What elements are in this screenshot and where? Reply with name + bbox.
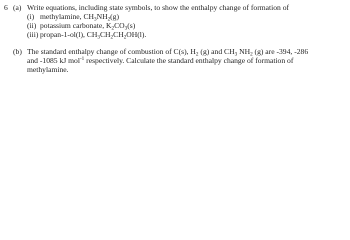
question-page — [0, 0, 350, 86]
part-b-text: (g) and CH — [198, 47, 235, 56]
item-label: (i) — [27, 12, 35, 21]
item-text: OH(l). — [126, 30, 147, 39]
part-b-line-1 — [27, 47, 308, 56]
part-b-line-3 — [27, 65, 69, 74]
item-text: (g) — [110, 12, 120, 21]
part-a-label: (a) — [13, 3, 22, 12]
part-b-text: respectively. Calculate the standard enthalpy change of formation of — [84, 56, 294, 65]
part-b-text: NH — [237, 47, 251, 56]
item-label: (ii) — [27, 21, 37, 30]
question-number: 6 — [4, 3, 8, 12]
item-subscript: 2 — [110, 34, 114, 41]
part-b-text: methylamine. — [27, 65, 69, 74]
part-b-text: and -1085 kJ mol — [27, 56, 80, 65]
part-a-item-iii — [27, 30, 146, 39]
item-subscript: 2 — [111, 25, 115, 32]
item-text: CO — [114, 21, 125, 30]
part-a-item-ii — [27, 21, 135, 30]
item-text: CH — [113, 30, 124, 39]
item-text: (s) — [127, 21, 136, 30]
item-subscript: 2 — [123, 34, 127, 41]
item-text: propan-1-ol(l), CH — [40, 30, 98, 39]
part-b-subscript: 2 — [250, 51, 253, 58]
part-b-line-2 — [27, 56, 293, 65]
part-b-text: (g) are -394, -286 — [252, 47, 309, 56]
item-text: potassium carbonate, K — [40, 21, 112, 30]
part-b-superscript: -1 — [79, 56, 85, 62]
item-text: NH — [96, 12, 108, 21]
item-subscript: 3 — [124, 25, 128, 32]
part-b-subscript: 2 — [195, 51, 199, 58]
part-b-text: The standard enthalpy change of combustion of C(s), H — [27, 47, 196, 56]
part-b-label: (b) — [13, 47, 22, 56]
item-text: methylamine, CH — [40, 12, 94, 21]
item-text: CH — [99, 30, 111, 39]
part-a-prompt: Write equations, including state symbols, to show the enthalpy change of formation of — [27, 3, 290, 12]
item-label: (iii) — [27, 30, 39, 39]
item-subscript: 2 — [107, 16, 111, 23]
item-subscript: 3 — [94, 16, 97, 23]
part-b-subscript: 3 — [234, 51, 238, 58]
part-a-item-i — [27, 12, 119, 21]
item-subscript: 3 — [97, 34, 100, 41]
